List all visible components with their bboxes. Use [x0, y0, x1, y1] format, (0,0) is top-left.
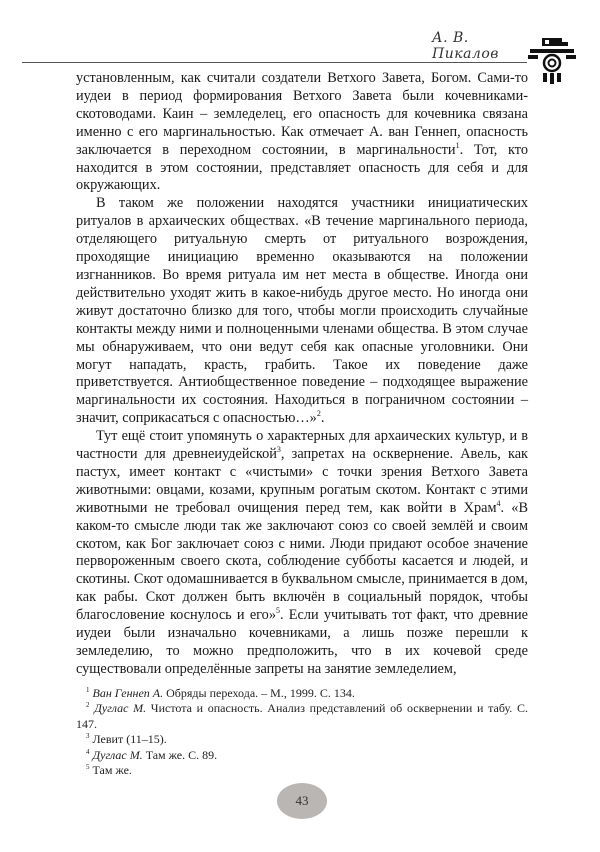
footnote-text: Обряды перехода. – М., 1999. С. 134. [163, 686, 355, 700]
footnote-text: Левит (11–15). [92, 732, 167, 747]
footnotes [76, 686, 528, 778]
footnote-reference[interactable]: 5 [275, 606, 280, 616]
footnote-author: Ван Геннеп А. [92, 686, 164, 700]
footnote-reference[interactable]: 1 [455, 140, 460, 150]
footnote-number: 2 [86, 701, 90, 710]
footnote-text: Там же. С. 89. [142, 747, 218, 762]
footnote-number: 4 [86, 747, 90, 756]
header-rule [22, 62, 527, 63]
footnote-number: 3 [86, 732, 90, 741]
footnote-item [76, 701, 528, 732]
body-paragraph [76, 70, 528, 195]
paragraph-text: В таком же положении находятся участники инициатических ритуалов в архаических обществах. «В течение маргинального периода, отделяющего ритуальную смерть от ритуального возрождения, проходящие инициацию временно оказываются на положении изгнанников. Во время ритуала им нет места в обществе. Иногда они действительно уходят жить в какое-нибудь другое место. Но иногда они живут достаточно близко для того, чтобы могли происходить случайные контакты между ними и полноценными членами общества. В этом случае мы обнаруживаем, что они ведут себя как опасные уголовники. Они могут нападать, красть, грабить. Такое их поведение даже приветствуется. Антиобщественное поведение – подходящее выражение маргинальности их состояния. Находиться в пограничном состоянии – значит, соприкасаться с опасностью…» [76, 195, 528, 427]
footnote-author: Дуглас М. [94, 701, 147, 716]
main-text [76, 70, 528, 679]
footnote-number: 5 [86, 763, 90, 772]
footnote-item [76, 732, 528, 747]
paragraph-text: Тут ещё стоит упомянуть о характерных для архаических культур, и в частности для древнеиудейской [76, 428, 528, 463]
footnote-author: Дуглас М. [92, 747, 143, 762]
footnote-reference[interactable]: 3 [276, 445, 281, 455]
body-paragraph [76, 195, 528, 428]
paragraph-text: . Если учитывать тот факт, что древние иудеи были изначально кочевниками, а лишь позже перешли к земледелию, то можно предположить, что в их кочевой среде существовали определённые запреты на занятие земледелием, [76, 607, 528, 677]
paragraph-text: . [320, 410, 325, 427]
paragraph-text: . Тот, кто находится в этом состоянии, представляет опасность для себя и для окружающих. [76, 141, 528, 194]
footnote-reference[interactable]: 4 [496, 498, 501, 508]
footnote-item [76, 763, 528, 778]
paragraph-text: установленным, как считали создатели Ветхого Завета, Богом. Сами-то иудеи в период формирования Ветхого Завета были кочевниками-скотоводами. Каин – земледелец, его опасность для кочевника связана именно с его маргинальностью. Как отмечает А. ван Геннеп, опасность заключается в переходном состоянии, в маргинальности [76, 70, 528, 158]
paragraph-text: . «В каком-то смысле люди так же заключают союз со своей землёй и своим скотом, как Бог заключает союз с ними. Люди придают особое значение первороженным своего скота, соблюдение субботы касается и людей, и скотины. Скот одомашнивается в буквальном смысле, принимается в дом, как рабы. Скот должен быть включён в социальный порядок, чтобы благословение коснулось и его» [76, 499, 528, 624]
footnote-text: Там же. [92, 763, 132, 778]
bird-emblem-icon [528, 36, 576, 86]
footnote-item [76, 686, 528, 701]
footnote-item [76, 748, 528, 763]
page-number: 43 [277, 783, 327, 819]
footnote-text: Чистота и опасность. Анализ представлений об осквернении и табу. С. 147. [76, 701, 528, 731]
footnote-number: 1 [86, 686, 90, 694]
author-signature: А. В. Пикалов [432, 30, 499, 62]
body-paragraph [76, 428, 528, 679]
paragraph-text: , запретах на осквернение. Авель, как пастух, имеет контакт с «чистыми» с точки зрения Ветхого Завета животными: овцами, козами, крупным рогатым скотом. Контакт с этими животными не требовал очищения перед тем, как войти в Храм [76, 446, 528, 516]
footnote-reference[interactable]: 2 [316, 409, 321, 419]
